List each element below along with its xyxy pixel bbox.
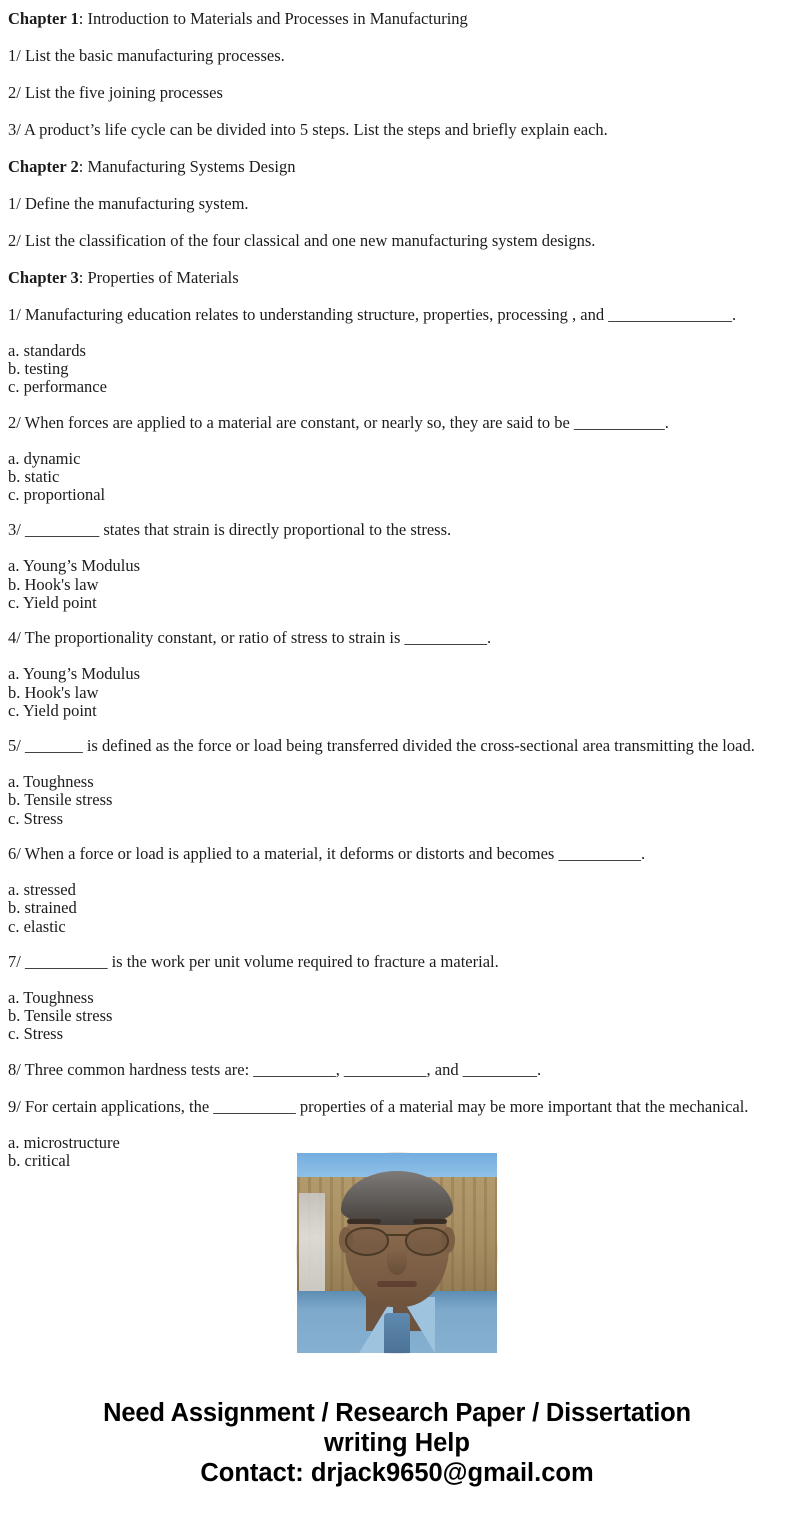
avatar [297, 1153, 497, 1353]
question-item: 1/ Define the manufacturing system. [8, 193, 249, 213]
answer-option: a. stressed [8, 880, 76, 900]
footer-line-2: writing Help [324, 1429, 470, 1457]
answer-option: a. Young’s Modulus [8, 556, 141, 576]
question-item: 4/ The proportionality constant, or ratio of stress to strain is __________. [8, 628, 492, 648]
answer-option: c. Yield point [8, 593, 97, 613]
question-item: 2/ List the five joining processes [8, 82, 223, 102]
answer-option: a. microstructure [8, 1132, 120, 1152]
answer-option: b. Hook's law [8, 682, 99, 702]
footer-contact-email[interactable]: Contact: drjack9650@gmail.com [200, 1459, 594, 1487]
answer-option: a. dynamic [8, 448, 81, 468]
question-item: 3/ _________ states that strain is directly proportional to the stress. [8, 520, 452, 540]
photo-wall-switch [299, 1193, 325, 1301]
answer-option-list [8, 881, 786, 936]
photo-lens-left [345, 1227, 389, 1256]
answer-option: a. Young’s Modulus [8, 664, 141, 684]
answer-option: b. critical [8, 1151, 71, 1170]
footer-line-1: Need Assignment / Research Paper / Dissertation [103, 1399, 691, 1427]
chapter-heading [8, 268, 786, 287]
answer-option: a. Toughness [8, 987, 94, 1007]
question-item: 2/ When forces are applied to a material are constant, or nearly so, they are said to be ___________. [8, 412, 669, 432]
answer-option: c. Stress [8, 808, 63, 828]
chapter-heading-title: : Manufacturing Systems Design [78, 156, 296, 176]
question-item: 1/ List the basic manufacturing processes. [8, 45, 285, 65]
answer-option: a. Toughness [8, 772, 94, 792]
question-item: 3/ A product’s life cycle can be divided into 5 steps. List the steps and briefly explain each. [8, 119, 608, 139]
chapter-heading-title: : Properties of Materials [78, 267, 239, 287]
answer-option: b. Hook's law [8, 574, 99, 594]
answer-option-list [8, 342, 786, 397]
answer-option-list [8, 665, 786, 720]
question-item: 9/ For certain applications, the __________ properties of a material may be more important that the mechanical. [8, 1096, 749, 1116]
question-item: 5/ _______ is defined as the force or load being transferred divided the cross-sectional area transmitting the load. [8, 736, 755, 756]
question-item: 6/ When a force or load is applied to a material, it deforms or distorts and becomes __________. [8, 844, 646, 864]
question-item: 8/ Three common hardness tests are: __________, __________, and _________. [8, 1059, 542, 1079]
question-item: 2/ List the classification of the four classical and one new manufacturing system designs. [8, 230, 596, 250]
answer-option-list [8, 989, 786, 1044]
photo-glasses-bridge [386, 1234, 408, 1236]
answer-option-list [8, 773, 786, 828]
photo-eyebrow-right [413, 1219, 447, 1224]
photo-lens-right [405, 1227, 449, 1256]
chapter-heading-title: : Introduction to Materials and Processes in Manufacturing [78, 9, 468, 28]
answer-option-list [8, 450, 786, 505]
answer-option-list [8, 557, 786, 612]
chapter-heading-label: Chapter 3 [8, 267, 79, 287]
answer-option: b. static [8, 466, 60, 486]
photo-nose [387, 1249, 407, 1275]
answer-option: a. standards [8, 340, 86, 360]
avatar-photo [297, 1153, 497, 1353]
chapter-heading-label: Chapter 1 [8, 9, 79, 28]
chapter-heading-label: Chapter 2 [8, 156, 79, 176]
answer-option: c. performance [8, 377, 107, 397]
answer-option: c. elastic [8, 916, 66, 936]
photo-shirt-placket [384, 1313, 410, 1353]
footer-advert [0, 1398, 794, 1488]
question-item: 7/ __________ is the work per unit volume required to fracture a material. [8, 951, 499, 971]
photo-eyebrow-left [347, 1219, 381, 1224]
answer-option: b. strained [8, 898, 77, 918]
photo-mouth [377, 1281, 417, 1287]
answer-option: c. proportional [8, 485, 106, 505]
chapter-heading [8, 157, 786, 176]
answer-option: b. Tensile stress [8, 790, 113, 810]
answer-option: c. Stress [8, 1024, 63, 1044]
answer-option: b. testing [8, 359, 69, 379]
answer-option: b. Tensile stress [8, 1006, 113, 1026]
chapter-heading [8, 9, 786, 28]
answer-option: c. Yield point [8, 700, 97, 720]
question-item: 1/ Manufacturing education relates to understanding structure, properties, processing , and _______________. [8, 304, 737, 324]
